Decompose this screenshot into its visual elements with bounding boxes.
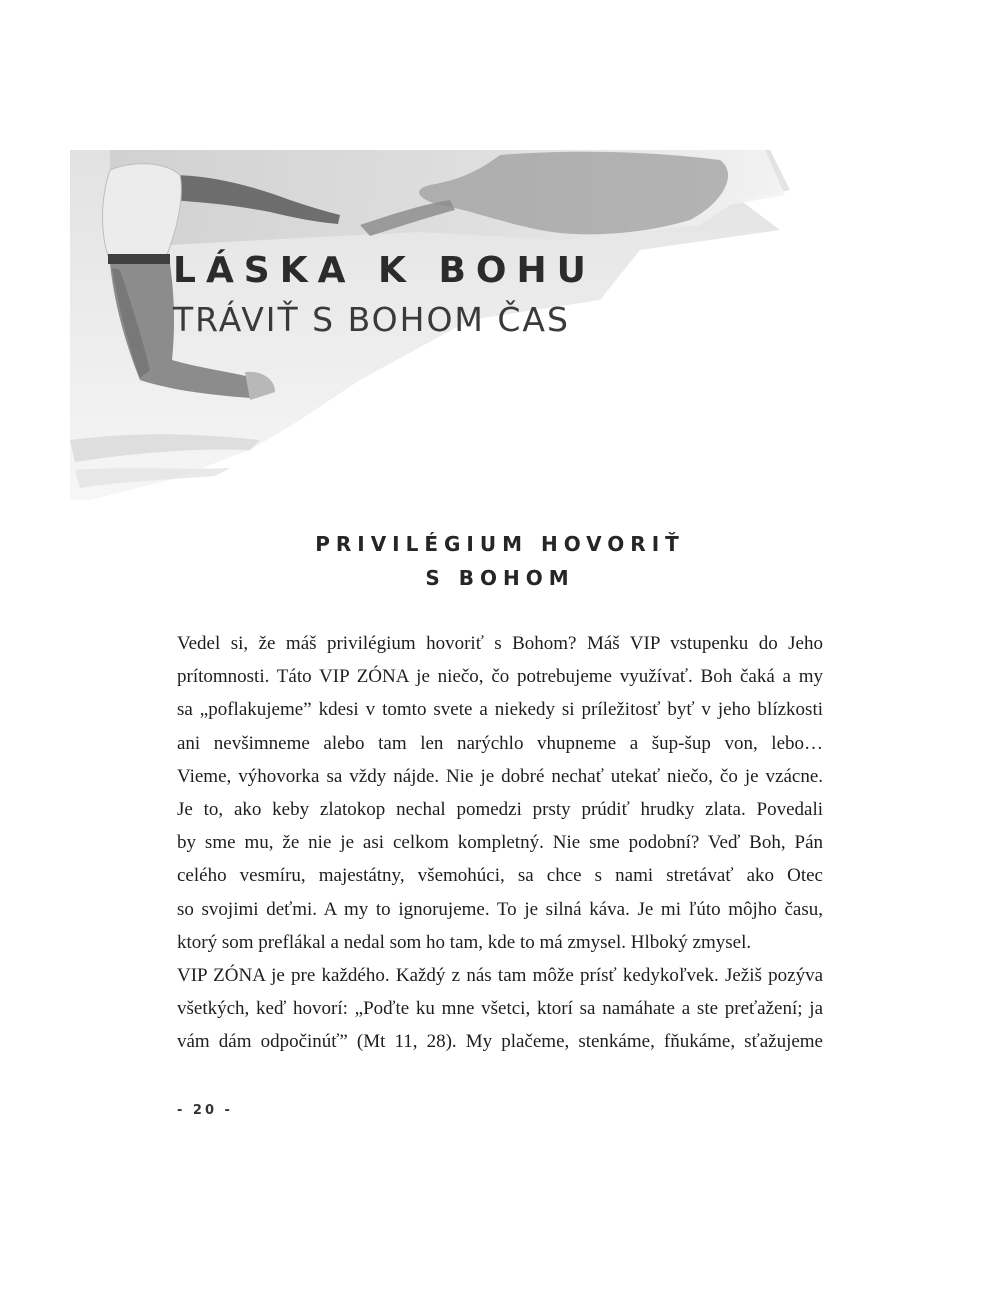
body-line: celého vesmíru, majestátny, všemohúci, sa chce s nami stretávať ako Otec	[177, 865, 823, 887]
body-line: Vedel si, že máš privilégium hovoriť s Bohom? Máš VIP vstupenku do Jeho	[177, 633, 823, 654]
body-line: prítomnosti. Táto VIP ZÓNA je niečo, čo potrebujeme využívať. Boh čaká a my	[177, 666, 823, 688]
man-torso	[103, 164, 182, 262]
chapter-title-block	[173, 248, 596, 342]
body-line: Vieme, výhovorka sa vždy nájde. Nie je dobré nechať utekať niečo, čo je vzácne.	[177, 765, 823, 787]
body-line: vám dám odpočinúť” (Mt 11, 28). My plačeme, stenkáme, fňukáme, sťažujeme	[177, 1031, 823, 1053]
chapter-title: LÁSKA K BOHU	[173, 250, 596, 291]
body-line: so svojimi deťmi. A my to ignorujeme. To je silná káva. Je mi ľúto môjho času,	[177, 898, 823, 920]
body-line: sa „poflakujeme” kdesi v tomto svete a niekedy si príležitosť byť v jeho blízkosti	[177, 699, 823, 721]
section-heading-line-1: PRIVILÉGIUM HOVORIŤ	[315, 532, 685, 556]
man-belt	[108, 254, 170, 264]
body-line: by sme mu, že nie je asi celkom kompletný. Nie sme podobní? Veď Boh, Pán	[177, 832, 823, 854]
body-text	[177, 627, 823, 1058]
body-line: VIP ZÓNA je pre každého. Každý z nás tam môže prísť kedykoľvek. Ježiš pozýva	[177, 964, 823, 986]
body-line: ani nevšimneme alebo tam len narýchlo vhupneme a šup-šup von, lebo…	[177, 732, 823, 754]
body-line: všetkých, keď hovorí: „Poďte ku mne všetci, ktorí sa namáhate a ste preťažení; ja	[177, 998, 823, 1020]
body-line: ktorý som preflákal a nedal som ho tam, kde to má zmysel. Hlboký zmysel.	[177, 931, 752, 953]
body-line: Je to, ako keby zlatokop nechal pomedzi prsty prúdiť hrudky zlata. Povedali	[177, 798, 823, 820]
chapter-subtitle: TRÁVIŤ S BOHOM ČAS	[173, 300, 570, 339]
section-heading	[0, 527, 1000, 595]
section-heading-line-2: S BOHOM	[425, 566, 575, 590]
page-number: - 20 -	[177, 1103, 233, 1118]
